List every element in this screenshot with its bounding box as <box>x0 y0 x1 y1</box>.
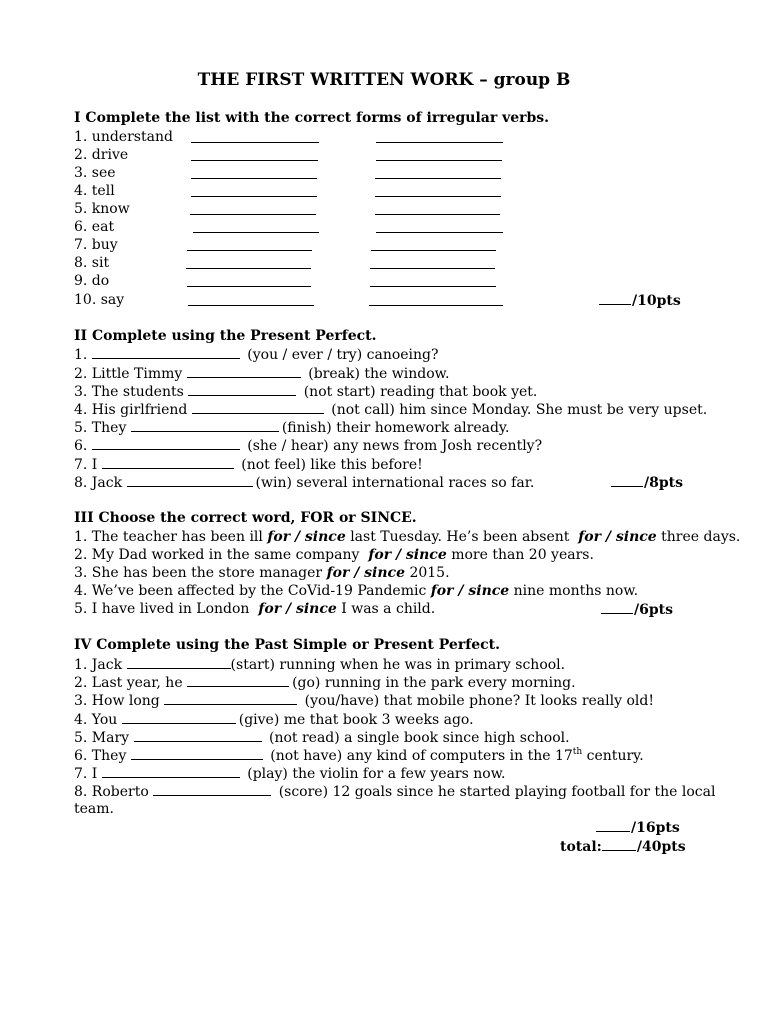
score-blank[interactable] <box>611 473 643 487</box>
for-since-choice[interactable]: for / since <box>368 547 447 563</box>
answer-blank[interactable] <box>192 400 324 414</box>
verb-item: 6. eat <box>74 219 115 235</box>
answer-blank[interactable] <box>102 455 234 469</box>
answer-blank[interactable] <box>187 237 312 251</box>
verb-item: 3. see <box>74 165 116 181</box>
exercise-item: 3. How long (you/have) that mobile phone? It looks really old! <box>74 693 654 709</box>
verb-item: 2. drive <box>74 147 129 163</box>
answer-blank[interactable] <box>191 165 317 179</box>
answer-blank[interactable] <box>187 273 311 287</box>
verb-item: 4. tell <box>74 183 115 199</box>
section3-heading: III Choose the correct word, FOR or SINCE. <box>74 510 417 526</box>
exercise-item: 8. Jack (win) several international races so far. <box>74 475 535 491</box>
answer-blank[interactable] <box>376 129 503 143</box>
answer-blank[interactable] <box>370 273 496 287</box>
exercise-item: 2. Little Timmy (break) the window. <box>74 366 450 382</box>
exercise-item: 5. Mary (not read) a single book since high school. <box>74 730 570 746</box>
answer-blank[interactable] <box>92 345 240 359</box>
answer-blank[interactable] <box>127 473 253 487</box>
exercise-item: 3. She has been the store manager for / since 2015. <box>74 565 450 581</box>
answer-blank[interactable] <box>164 691 297 705</box>
answer-blank[interactable] <box>188 382 296 396</box>
for-since-choice[interactable]: for / since <box>267 529 346 545</box>
answer-blank[interactable] <box>191 147 318 161</box>
verb-item: 5. know <box>74 201 130 217</box>
answer-blank[interactable] <box>193 219 319 233</box>
answer-blank[interactable] <box>131 418 279 432</box>
answer-blank[interactable] <box>190 201 316 215</box>
exercise-item-continued: team. <box>74 801 114 817</box>
exercise-item: 7. I (not feel) like this before! <box>74 457 423 473</box>
exercise-item: 2. My Dad worked in the same company for / since more than 20 years. <box>74 547 594 563</box>
answer-blank[interactable] <box>369 292 503 306</box>
answer-blank[interactable] <box>131 746 263 760</box>
answer-blank[interactable] <box>122 710 236 724</box>
exercise-item: 1. (you / ever / try) canoeing? <box>74 347 439 363</box>
answer-blank[interactable] <box>376 219 503 233</box>
score-blank[interactable] <box>599 291 631 305</box>
for-since-choice[interactable]: for / since <box>258 601 337 617</box>
verb-item: 7. buy <box>74 237 118 253</box>
score-blank[interactable] <box>596 818 630 832</box>
verb-item: 9. do <box>74 273 110 289</box>
answer-blank[interactable] <box>127 655 231 669</box>
verb-item: 1. understand <box>74 129 173 145</box>
answer-blank[interactable] <box>191 183 317 197</box>
answer-blank[interactable] <box>187 673 289 687</box>
exercise-item: 3. The students (not start) reading that book yet. <box>74 384 538 400</box>
exercise-item: 7. I (play) the violin for a few years now. <box>74 766 506 782</box>
section1-heading: I Complete the list with the correct forms of irregular verbs. <box>74 110 550 126</box>
section1-score: /10pts <box>599 291 681 310</box>
for-since-choice[interactable]: for / since <box>326 565 405 581</box>
exercise-item: 4. His girlfriend (not call) him since Monday. She must be very upset. <box>74 402 708 418</box>
answer-blank[interactable] <box>375 201 500 215</box>
answer-blank[interactable] <box>370 255 495 269</box>
verb-item: 8. sit <box>74 255 110 271</box>
answer-blank[interactable] <box>371 237 496 251</box>
answer-blank[interactable] <box>102 764 240 778</box>
exercise-item: 6. They (not have) any kind of computers in the 17th century. <box>74 747 644 764</box>
exercise-item: 5. I have lived in London for / since I was a child. <box>74 601 436 617</box>
answer-blank[interactable] <box>134 728 262 742</box>
answer-blank[interactable] <box>188 292 314 306</box>
section2-heading: II Complete using the Present Perfect. <box>74 328 377 344</box>
section2-score: /8pts <box>611 473 683 492</box>
section4-heading: IV Complete using the Past Simple or Present Perfect. <box>74 637 501 653</box>
page-title: THE FIRST WRITTEN WORK – group B <box>197 70 571 90</box>
score-blank[interactable] <box>601 600 633 614</box>
answer-blank[interactable] <box>376 147 502 161</box>
for-since-choice[interactable]: for / since <box>578 529 657 545</box>
answer-blank[interactable] <box>92 436 240 450</box>
score-blank[interactable] <box>602 837 636 851</box>
answer-blank[interactable] <box>153 782 271 796</box>
exercise-item: 4. We’ve been affected by the CoVid-19 Pandemic for / since nine months now. <box>74 583 639 599</box>
for-since-choice[interactable]: for / since <box>430 583 510 599</box>
answer-blank[interactable] <box>187 364 301 378</box>
answer-blank[interactable] <box>375 183 501 197</box>
exercise-item: 1. The teacher has been ill for / since last Tuesday. He’s been absent for / since three days. <box>74 529 741 545</box>
verb-item: 10. say <box>74 292 125 308</box>
answer-blank[interactable] <box>375 165 501 179</box>
total-score: total: /40pts <box>560 839 686 855</box>
exercise-item: 4. You (give) me that book 3 weeks ago. <box>74 712 474 728</box>
answer-blank[interactable] <box>186 255 311 269</box>
exercise-item: 5. They (finish) their homework already. <box>74 420 510 436</box>
section3-score: /6pts <box>601 600 673 619</box>
exercise-item: 1. Jack (start) running when he was in primary school. <box>74 657 566 673</box>
section4-score: /16pts <box>596 818 680 837</box>
exercise-item: 2. Last year, he (go) running in the park every morning. <box>74 675 576 691</box>
exercise-item: 8. Roberto (score) 12 goals since he started playing football for the local <box>74 784 716 800</box>
exercise-item: 6. (she / hear) any news from Josh recently? <box>74 438 543 454</box>
answer-blank[interactable] <box>191 129 319 143</box>
